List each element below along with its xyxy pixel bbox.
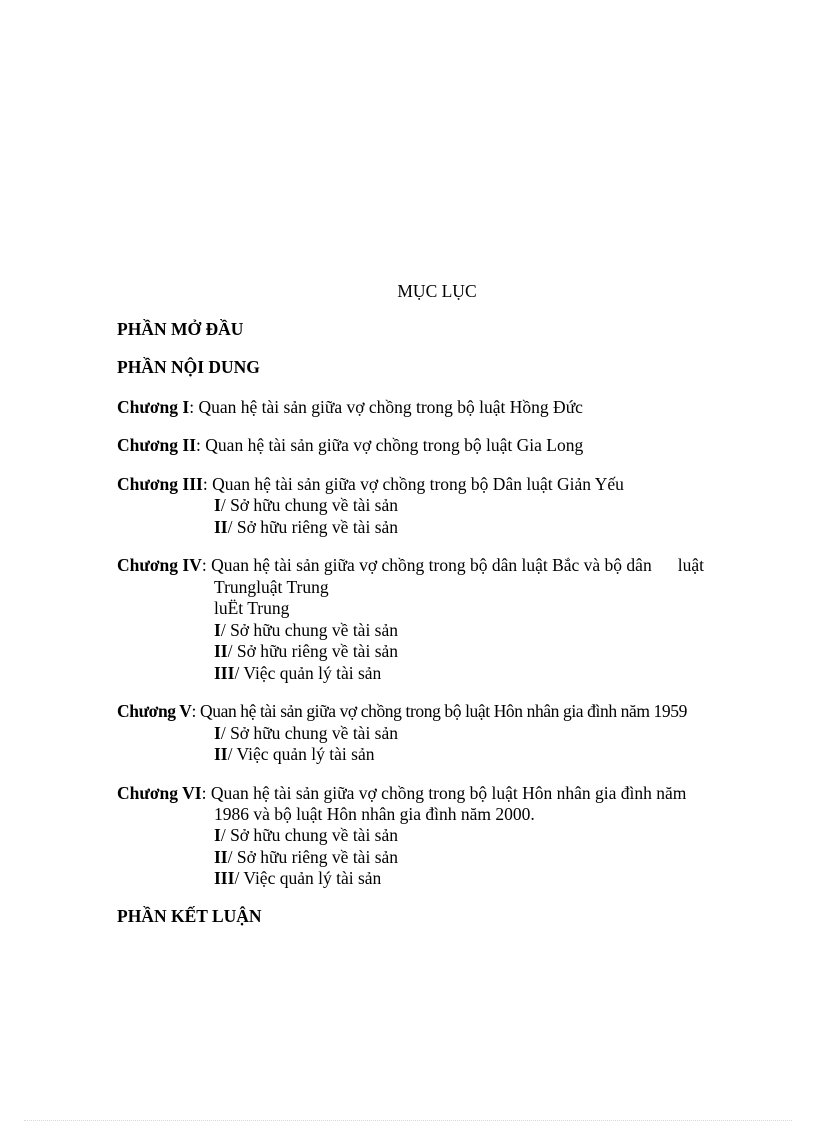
chapter-1-heading: Chương I: Quan hệ tài sản giữa vợ chồng trong bộ luật Hồng Đức bbox=[117, 397, 583, 417]
chapter-label: Chương II bbox=[117, 435, 197, 455]
chapter-text: Quan hệ tài sản giữa vợ chồng trong bộ dân luật Bắc và bộ dân bbox=[211, 555, 652, 575]
chapter-text-end: luật bbox=[677, 555, 704, 575]
chapter-label: Chương V bbox=[117, 701, 192, 721]
chapter-3-heading: Chương III: Quan hệ tài sản giữa vợ chồng trong bộ Dân luật Giản Yếu bbox=[117, 474, 624, 494]
chapter-text: Quan hệ tài sản giữa vợ chồng trong bộ Dân luật Giản Yếu bbox=[212, 474, 624, 494]
chapter-4-continuation-1: Trungluật Trung bbox=[214, 577, 329, 597]
chapter-text: Quan hệ tài sản giữa vợ chồng trong bộ luật Hôn nhân gia đình năm 1959 bbox=[199, 701, 687, 721]
chapter-4-section-3: III/ Việc quản lý tài sản bbox=[214, 663, 382, 683]
chapter-4-continuation-2: luËt Trung bbox=[214, 598, 290, 618]
chapter-label: Chương III bbox=[117, 474, 203, 494]
chapter-text: Quan hệ tài sản giữa vợ chồng trong bộ luật Hôn nhân gia đình năm bbox=[210, 783, 687, 803]
page-bottom-divider bbox=[24, 1120, 792, 1121]
chapter-3-section-2: II/ Sở hữu riêng về tài sản bbox=[214, 517, 399, 537]
chapter-6-section-3: III/ Việc quản lý tài sản bbox=[214, 868, 382, 888]
chapter-6-section-2: II/ Sở hữu riêng về tài sản bbox=[214, 847, 399, 867]
chapter-2-heading: Chương II: Quan hệ tài sản giữa vợ chồng trong bộ luật Gia Long bbox=[117, 435, 584, 455]
chapter-5-section-1: I/ Sở hữu chung về tài sản bbox=[214, 723, 399, 743]
part-intro: PHẦN MỞ ĐẦU bbox=[117, 319, 244, 339]
chapter-6-section-1: I/ Sở hữu chung về tài sản bbox=[214, 825, 399, 845]
part-conclusion: PHẦN KẾT LUẬN bbox=[117, 906, 262, 926]
chapter-4-section-2: II/ Sở hữu riêng về tài sản bbox=[214, 641, 399, 661]
part-content: PHẦN NỘI DUNG bbox=[117, 357, 260, 377]
chapter-5-heading: Chương V: Quan hệ tài sản giữa vợ chồng trong bộ luật Hôn nhân gia đình năm 1959 bbox=[117, 701, 687, 721]
chapter-6-continuation-1: 1986 và bộ luật Hôn nhân gia đình năm 2000. bbox=[214, 804, 535, 824]
chapter-text: Quan hệ tài sản giữa vợ chồng trong bộ luật Gia Long bbox=[205, 435, 584, 455]
toc-title: MỤC LỤC bbox=[397, 281, 477, 301]
chapter-label: Chương VI bbox=[117, 783, 202, 803]
chapter-4-heading: Chương IV: Quan hệ tài sản giữa vợ chồng trong bộ dân luật Bắc và bộ dân luật bbox=[117, 555, 704, 575]
chapter-label: Chương I bbox=[117, 397, 190, 417]
chapter-6-heading: Chương VI: Quan hệ tài sản giữa vợ chồng trong bộ luật Hôn nhân gia đình năm bbox=[117, 783, 687, 803]
chapter-5-section-2: II/ Việc quản lý tài sản bbox=[214, 744, 375, 764]
chapter-label: Chương IV bbox=[117, 555, 202, 575]
chapter-text: Quan hệ tài sản giữa vợ chồng trong bộ luật Hồng Đức bbox=[198, 397, 583, 417]
chapter-3-section-1: I/ Sở hữu chung về tài sản bbox=[214, 495, 399, 515]
chapter-4-section-1: I/ Sở hữu chung về tài sản bbox=[214, 620, 399, 640]
